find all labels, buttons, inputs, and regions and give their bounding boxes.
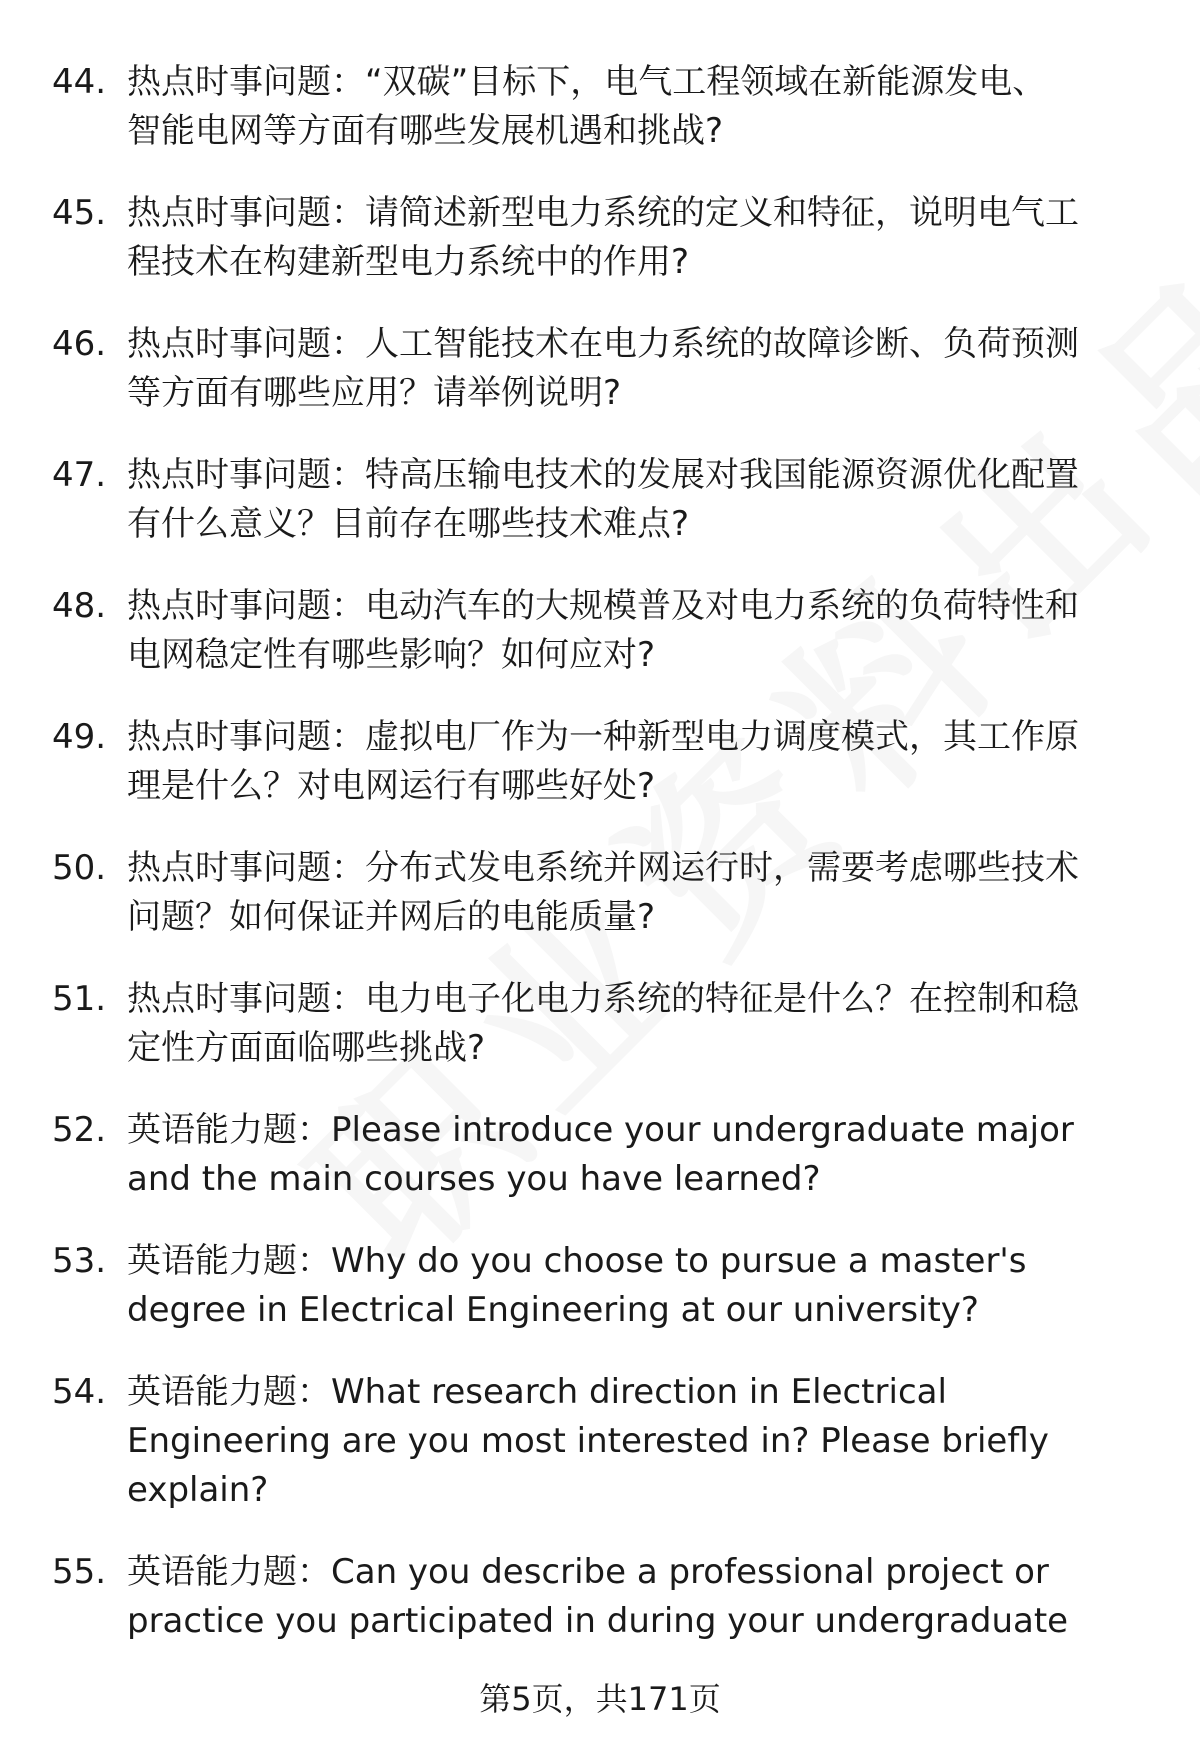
- question-text-line: 英语能力题：What research direction in Electrical: [127, 1372, 947, 1412]
- question-text-line: degree in Electrical Engineering at our university?: [127, 1290, 979, 1330]
- question-text: [127, 713, 1137, 811]
- question-number: 47.: [52, 455, 107, 495]
- question-text-line: 英语能力题：Please introduce your undergraduate major: [127, 1110, 1074, 1150]
- question-text-line: practice you participated in during your undergraduate: [127, 1601, 1069, 1641]
- question-item: [0, 320, 1200, 418]
- question-text: [127, 320, 1137, 418]
- question-item: [0, 1237, 1200, 1335]
- question-text-line: 理是什么？对电网运行有哪些好处?: [127, 766, 656, 806]
- question-text: [127, 189, 1137, 287]
- question-text-line: 热点时事问题：电力电子化电力系统的特征是什么？在控制和稳: [127, 979, 1079, 1019]
- question-text-line: 有什么意义？目前存在哪些技术难点?: [127, 504, 690, 544]
- question-text-line: Engineering are you most interested in? Please briefly: [127, 1421, 1049, 1461]
- question-number: 48.: [52, 586, 107, 626]
- question-item: [0, 1548, 1200, 1646]
- question-item: [0, 189, 1200, 287]
- question-number: 51.: [52, 979, 107, 1019]
- question-text-line: 智能电网等方面有哪些发展机遇和挑战?: [127, 111, 724, 151]
- question-item: [0, 844, 1200, 942]
- question-item: [0, 1106, 1200, 1204]
- question-text-line: 英语能力题：Why do you choose to pursue a master's: [127, 1241, 1027, 1281]
- question-text-line: and the main courses you have learned?: [127, 1159, 821, 1199]
- question-text-line: 程技术在构建新型电力系统中的作用?: [127, 242, 690, 282]
- question-text-line: 热点时事问题：请简述新型电力系统的定义和特征，说明电气工: [127, 193, 1079, 233]
- question-text-line: 等方面有哪些应用？请举例说明?: [127, 373, 622, 413]
- question-text-line: 热点时事问题：电动汽车的大规模普及对电力系统的负荷特性和: [127, 586, 1079, 626]
- question-text: [127, 844, 1137, 942]
- question-number: 49.: [52, 717, 107, 757]
- question-item: [0, 58, 1200, 156]
- question-number: 54.: [52, 1372, 107, 1412]
- question-text: [127, 1548, 1137, 1646]
- question-text-line: 电网稳定性有哪些影响？如何应对?: [127, 635, 656, 675]
- question-number: 44.: [52, 62, 107, 102]
- question-item: [0, 975, 1200, 1073]
- question-number: 53.: [52, 1241, 107, 1281]
- question-text-line: 定性方面面临哪些挑战?: [127, 1028, 486, 1068]
- question-number: 50.: [52, 848, 107, 888]
- question-item: [0, 451, 1200, 549]
- question-number: 46.: [52, 324, 107, 364]
- question-item: [0, 582, 1200, 680]
- page-footer: 第5页，共171页: [479, 1680, 721, 1718]
- question-text: [127, 582, 1137, 680]
- question-number: 55.: [52, 1552, 107, 1592]
- question-text-line: 问题？如何保证并网后的电能质量?: [127, 897, 656, 937]
- question-text-line: 英语能力题：Can you describe a professional project or: [127, 1552, 1049, 1592]
- question-text-line: 热点时事问题：分布式发电系统并网运行时，需要考虑哪些技术: [127, 848, 1079, 888]
- question-item: [0, 713, 1200, 811]
- question-number: 52.: [52, 1110, 107, 1150]
- question-text: [127, 975, 1137, 1073]
- question-text: [127, 451, 1137, 549]
- question-text: [127, 58, 1137, 156]
- question-text-line: explain?: [127, 1470, 269, 1510]
- question-number: 45.: [52, 193, 107, 233]
- question-text: [127, 1368, 1137, 1515]
- question-item: [0, 1368, 1200, 1515]
- question-text-line: 热点时事问题：特高压输电技术的发展对我国能源资源优化配置: [127, 455, 1079, 495]
- question-text-line: 热点时事问题：“双碳”目标下，电气工程领域在新能源发电、: [127, 62, 1047, 102]
- question-text: [127, 1106, 1137, 1204]
- question-text-line: 热点时事问题：人工智能技术在电力系统的故障诊断、负荷预测: [127, 324, 1079, 364]
- question-text: [127, 1237, 1137, 1335]
- question-text-line: 热点时事问题：虚拟电厂作为一种新型电力调度模式，其工作原: [127, 717, 1079, 757]
